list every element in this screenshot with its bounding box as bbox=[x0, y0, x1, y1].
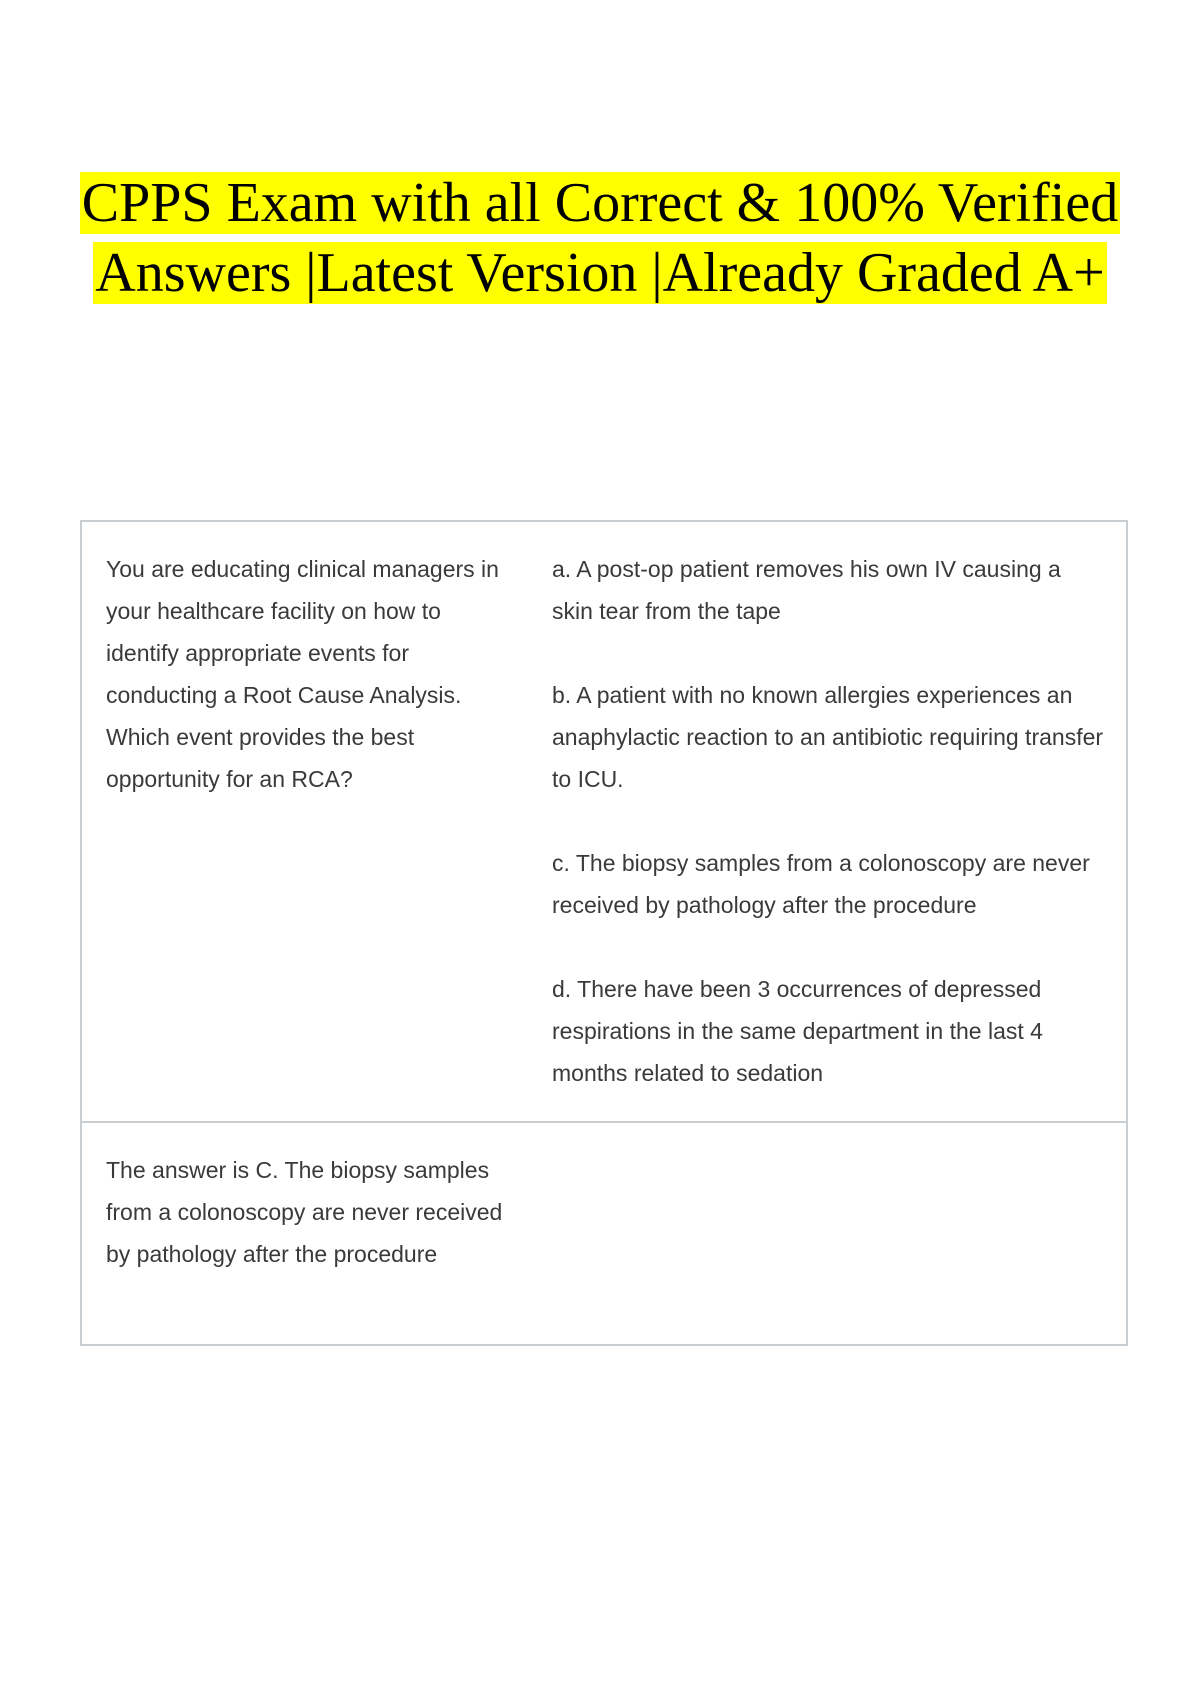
question-text: You are educating clinical managers in your healthcare facility on how to identify appropriate events for conducting a Root Cause Analysis. Which event provides the best opportunity for an RCA? bbox=[106, 556, 499, 792]
answer-text: The answer is C. The biopsy samples from a colonoscopy are never received by pathology after the procedure bbox=[106, 1157, 503, 1267]
option-d: d. There have been 3 occurrences of depressed respirations in the same department in the last 4 months related to sedation bbox=[552, 976, 1043, 1086]
answer-row bbox=[82, 1121, 1126, 1344]
title-line-2: Answers |Latest Version |Already Graded A+ bbox=[95, 242, 1105, 304]
flashcard-table bbox=[80, 520, 1128, 1346]
question-row bbox=[82, 522, 1126, 1121]
option-a: a. A post-op patient removes his own IV causing a skin tear from the tape bbox=[552, 556, 1061, 624]
option-c: c. The biopsy samples from a colonoscopy are never received by pathology after the procedure bbox=[552, 850, 1090, 918]
title-line-1: CPPS Exam with all Correct & 100% Verified bbox=[81, 172, 1119, 234]
document-title bbox=[0, 168, 1200, 308]
answer-options bbox=[552, 548, 1104, 1093]
answer-definition-empty bbox=[552, 1149, 1104, 1316]
option-b: b. A patient with no known allergies experiences an anaphylactic reaction to an antibiotic requiring transfer to ICU. bbox=[552, 682, 1104, 792]
